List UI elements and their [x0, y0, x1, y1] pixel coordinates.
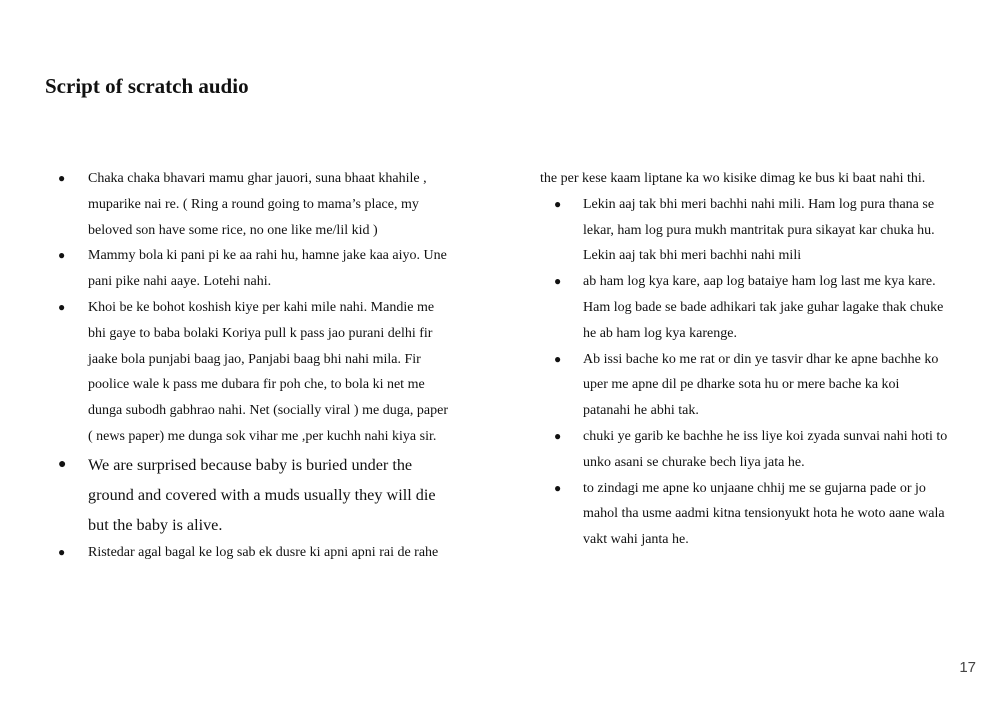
- list-item-line: ground and covered with a muds usually they will die: [88, 485, 436, 504]
- list-item-line: Ristedar agal bagal ke log sab ek dusre ki apni apni rai de rahe: [88, 544, 439, 560]
- bullet-icon: ●: [554, 196, 562, 211]
- list-item-line: Khoi be ke bohot koshish kiye per kahi mile nahi. Mandie me: [88, 299, 435, 315]
- list-item-line: ab ham log kya kare, aap log bataiye ham log last me kya kare.: [583, 274, 936, 290]
- list-item-line: Lekin aaj tak bhi meri bachhi nahi mili: [583, 248, 802, 264]
- list-item-line: chuki ye garib ke bachhe he iss liye koi zyada sunvai nahi hoti to: [583, 428, 948, 444]
- bullet-icon: ●: [58, 456, 67, 472]
- list-item-line: bhi gaye to baba bolaki Koriya pull k pass jao purani delhi fir: [88, 325, 433, 341]
- list-item: [55, 450, 475, 540]
- list-item-line: Ham log bade se bade adhikari tak jake guhar lagake thak chuke: [583, 299, 944, 315]
- list-item-line: mahol tha usme aadmi kitna tensionyukt hota he woto aane wala: [583, 506, 945, 522]
- bullet-icon: ●: [58, 248, 66, 263]
- continuation-text: the per kese kaam liptane ka wo kisike dimag ke bus ki baat nahi thi.: [540, 171, 926, 186]
- page-number: 17: [959, 659, 976, 676]
- bullet-icon: ●: [58, 171, 66, 185]
- list-item-line: uper me apne dil pe dharke sota hu or mere bache ka koi: [583, 377, 900, 393]
- left-column: [55, 166, 475, 566]
- list-item-line: ( news paper) me dunga sok vihar me ,per kuchh nahi kiya sir.: [88, 428, 437, 444]
- list-item-line: lekar, ham log pura mukh mantritak pura sikayat kar chuka hu.: [583, 222, 935, 238]
- list-item-line: but the baby is alive.: [88, 515, 223, 534]
- list-item-line: Lekin aaj tak bhi meri bachhi nahi mili. Ham log pura thana se: [583, 196, 935, 212]
- list-item: [540, 192, 970, 269]
- list-item: [540, 424, 970, 476]
- list-item: [540, 269, 970, 346]
- bullet-icon: ●: [554, 480, 562, 495]
- bullet-icon: ●: [554, 351, 562, 366]
- list-item: [540, 347, 970, 424]
- list-item: [55, 295, 475, 450]
- bullet-icon: ●: [58, 544, 66, 559]
- list-item-line: jaake bola punjabi baag jao, Panjabi baag bhi nahi mila. Fir: [88, 351, 421, 367]
- list-item-line: We are surprised because baby is buried under the: [88, 455, 413, 474]
- list-item: [55, 243, 475, 295]
- list-item-line: Mammy bola ki pani pi ke aa rahi hu, hamne jake kaa aiyo. Une: [88, 248, 447, 264]
- list-item-line: patanahi he abhi tak.: [583, 403, 699, 419]
- right-column: [540, 166, 970, 553]
- list-item-line: to zindagi me apne ko unjaane chhij me se gujarna pade or jo: [583, 480, 926, 496]
- list-item-line: he ab ham log kya karenge.: [583, 325, 737, 341]
- bullet-icon: ●: [554, 428, 562, 443]
- list-item-line: poolice wale k pass me dubara fir poh che, to bola ki net me: [88, 377, 425, 393]
- list-item: [55, 540, 475, 566]
- list-item-line: Ab issi bache ko me rat or din ye tasvir dhar ke apne bachhe ko: [583, 351, 939, 367]
- list-item-line: pani pike nahi aaye. Lotehi nahi.: [88, 274, 272, 290]
- list-item-line: Chaka chaka bhavari mamu ghar jauori, suna bhaat khahile ,: [88, 171, 427, 186]
- bullet-icon: ●: [58, 299, 66, 314]
- list-item: [55, 166, 475, 243]
- list-item-line: unko asani se churake bech liya jata he.: [583, 454, 805, 470]
- list-item-line: muparike nai re. ( Ring a round going to mama’s place, my: [88, 196, 419, 212]
- list-item-line: dunga subodh gabhrao nahi. Net (socially viral ) me duga, paper: [88, 403, 449, 419]
- page-title: Script of scratch audio: [45, 74, 249, 98]
- bullet-icon: ●: [554, 274, 562, 289]
- list-item-line: beloved son have some rice, no one like me/lil kid ): [88, 222, 378, 238]
- list-item: [540, 476, 970, 553]
- list-item-line: vakt wahi janta he.: [583, 532, 689, 548]
